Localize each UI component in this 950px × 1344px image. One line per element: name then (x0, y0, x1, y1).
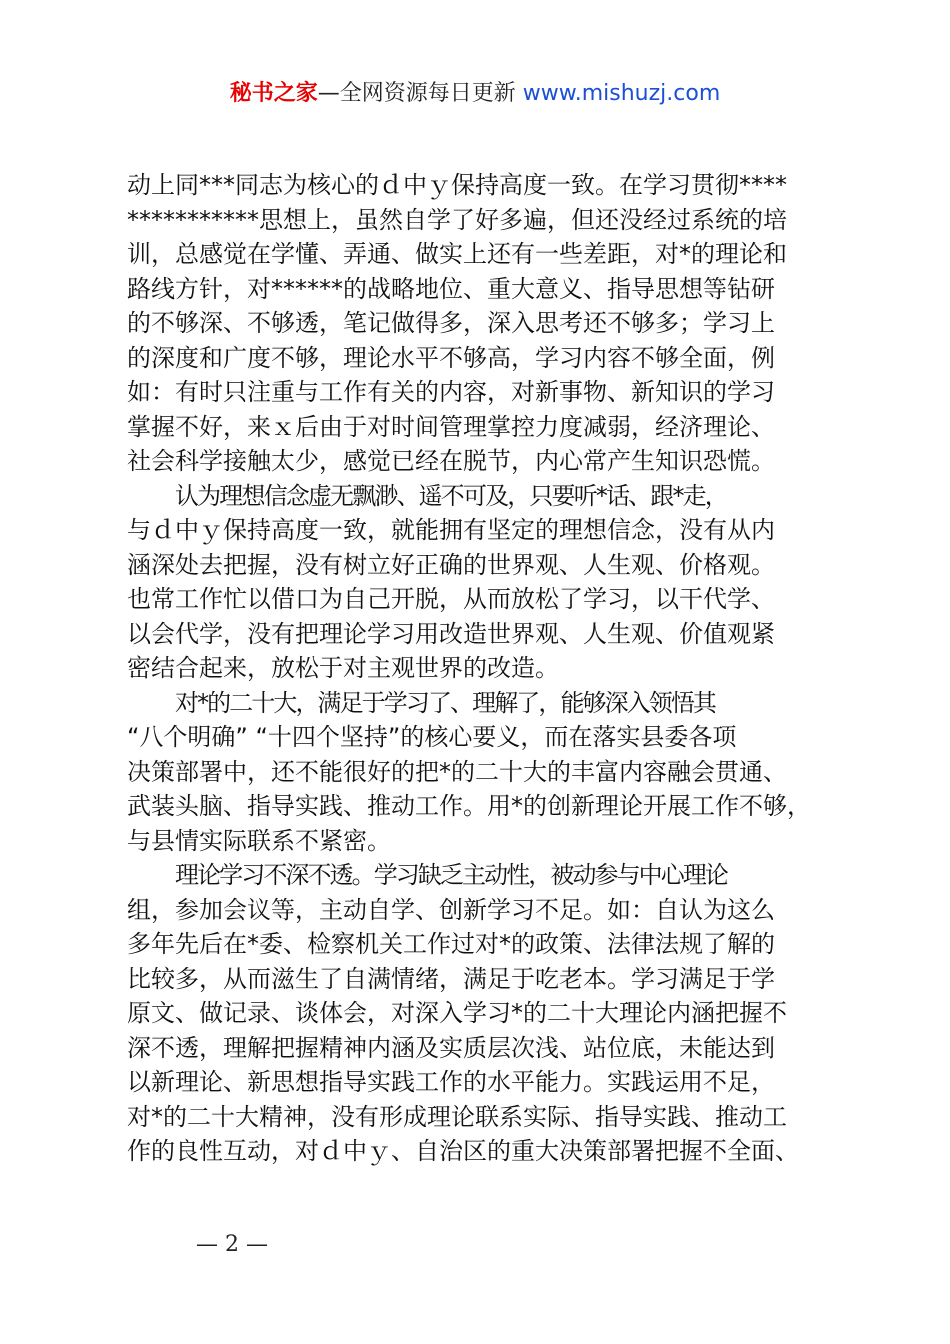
text-line: 作的良性互动，对ｄ中ｙ、自治区的重大决策部署把握不全面、 (127, 1137, 799, 1165)
text-line: 与县情实际联系不紧密。 (127, 826, 391, 855)
text-line: 以会代学，没有把理论学习用改造世界观、人生观、价值观紧 (127, 619, 775, 648)
text-line: 深不透，理解把握精神内涵及实质层次浅、站位底，未能达到 (127, 1033, 775, 1062)
text-line: 对*的二十大精神，没有形成理论联系实际、指导实践、推动工 (127, 1102, 787, 1131)
text-line: ***********思想上，虽然自学了好多遍，但还没经过系统的培 (127, 205, 787, 234)
text-line: 武装头脑、指导实践、推动工作。用*的创新理论开展工作不够， (127, 792, 811, 820)
text-line: 多年先后在*委、检察机关工作过对*的政策、法律法规了解的 (127, 930, 775, 958)
text-line: 对*的二十大，满足于学习了、理解了，能够深入领悟其 (175, 688, 715, 717)
text-line: 动上同***同志为核心的ｄ中ｙ保持高度一致。在学习贯彻**** (127, 171, 787, 199)
text-line: 认为理想信念虚无飘渺、遥不可及，只要听*话、跟*走， (175, 481, 727, 510)
text-line: 如：有时只注重与工作有关的内容，对新事物、新知识的学习 (127, 378, 775, 406)
site-header (0, 78, 950, 110)
header-tagline: —全网资源每日更新 (317, 81, 523, 106)
text-line: 也常工作忙以借口为自己开脱，从而放松了学习，以干代学、 (127, 585, 775, 613)
text-line: 密结合起来，放松于对主观世界的改造。 (127, 654, 559, 682)
text-line: 训，总感觉在学懂、弄通、做实上还有一些差距，对*的理论和 (127, 240, 787, 268)
text-line: 组，参加会议等，主动自学、创新学习不足。如：自认为这么 (127, 895, 775, 924)
text-line: 路线方针，对******的战略地位、重大意义、指导思想等钻研 (127, 274, 775, 303)
text-line: 原文、做记录、谈体会，对深入学习*的二十大理论内涵把握不 (127, 999, 787, 1027)
page-number: — 2 — (196, 1232, 268, 1257)
brand-name: 秘书之家 (229, 81, 318, 106)
text-line: 决策部署中，还不能很好的把*的二十大的丰富内容融会贯通、 (127, 757, 787, 786)
text-line: 的深度和广度不够，理论水平不够高，学习内容不够全面，例 (127, 343, 775, 372)
text-line: 社会科学接触太少，感觉已经在脱节，内心常产生知识恐慌。 (127, 447, 775, 475)
text-line: “八个明确” “十四个坚持”的核心要义，而在落实县委各项 (127, 723, 737, 751)
text-line: 比较多，从而滋生了自满情绪，满足于吃老本。学习满足于学 (127, 964, 775, 993)
site-url[interactable]: www.mishuzj.com (522, 81, 721, 106)
text-line: 的不够深、不够透，笔记做得多，深入思考还不够多；学习上 (127, 309, 775, 337)
document-body (127, 168, 835, 1169)
text-line: 涵深处去把握，没有树立好正确的世界观、人生观、价格观。 (127, 550, 775, 579)
text-line: 与ｄ中ｙ保持高度一致，就能拥有坚定的理想信念，没有从内 (127, 516, 775, 544)
text-line: 以新理论、新思想指导实践工作的水平能力。实践运用不足， (127, 1068, 775, 1096)
text-line: 理论学习不深不透。学习缺乏主动性，被动参与中心理论 (175, 861, 727, 889)
text-line: 掌握不好，来ｘ后由于对时间管理掌控力度减弱，经济理论、 (127, 412, 775, 441)
